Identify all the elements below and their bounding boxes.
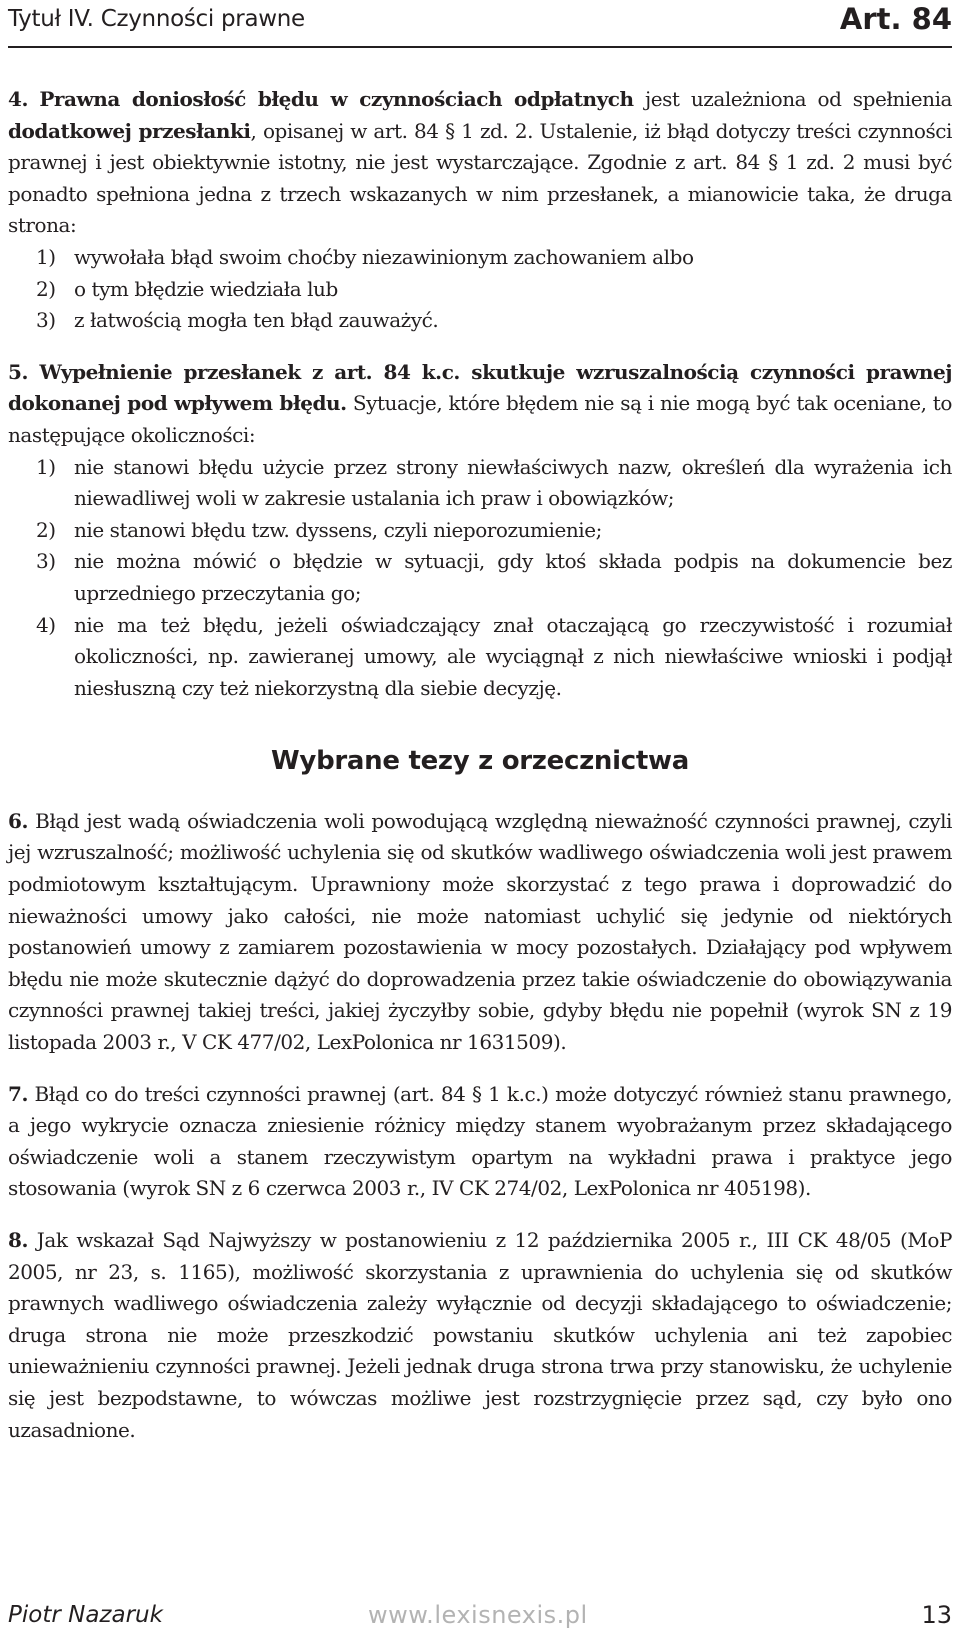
author-name: Piotr Nazaruk (8, 1602, 163, 1628)
list-item: 2) nie stanowi błędu tzw. dyssens, czyli nieporozumienie; (36, 517, 602, 542)
paragraph-4: 4. Prawna doniosłość błędu w czynnościach odpłatnych jest uzależniona od spełnienia dodatkowej przesłanki, opisanej w art. 84 § 1 zd. 2. Ustalenie, iż błąd dotyczy treści czynności prawnej i jest obiektywnie istotny, nie jest wystarczające. Zgodnie z art. 84 § 1 zd. 2 musi być ponadto spełniona jedna z trzech wskazanych w nim przesłanek, a mianowicie taka, że druga strona: (8, 87, 952, 238)
section-heading: Wybrane tezy z orzecznictwa (271, 746, 689, 777)
paragraph-number: 8. (8, 1228, 28, 1252)
list-item: 1) wywołała błąd swoim choćby niezawinionym zachowaniem albo (36, 244, 694, 269)
publisher-website: www.lexisnexis.pl (368, 1601, 588, 1629)
paragraph-5: 5. Wypełnienie przesłanek z art. 84 k.c. skutkuje wzruszalnością czynności prawnej dokonanej pod wpływem błędu. Sytuacje, które błędem nie są i nie mogą być tak oceniane, to następujące okoliczności: (8, 359, 952, 447)
paragraph-8: 8. Jak wskazał Sąd Najwyższy w postanowieniu z 12 października 2005 r., III CK 48/05 (MoP 2005, nr 23, s. 1165), możliwość skorzystania z uprawnienia do uchylenia się od skutków prawnych wadliwego oświadczenia zależy wyłącznie od decyzji składającego to oświadczenie; druga strona nie może przeszkodzić powstaniu skutków uchylenia ani też zapobiec unieważnieniu czynności prawnej. Jeżeli jednak druga strona trwa przy stanowisku, że uchylenie się jest bezpodstawne, to wówczas możliwe jest rozstrzygnięcie przez sąd, czy było ono uzasadnione. (8, 1228, 952, 1442)
page-footer (8, 1600, 952, 1640)
running-header (8, 0, 952, 48)
paragraph-lead: Prawna doniosłość błędu w czynnościach odpłatnych (39, 87, 634, 111)
chapter-title: Tytuł IV. Czynności prawne (8, 6, 305, 32)
list-item: 4) nie ma też błędu, jeżeli oświadczający znał otaczającą go rzeczywistość i rozumiał okoliczności, np. zawieranej umowy, ale wyciągnął z nich niewłaściwe wnioski i podjął niesłuszną czy też niekorzystną dla siebie decyzję. (36, 612, 952, 700)
body-text (8, 84, 952, 1446)
paragraph-lead: 5. Wypełnienie przesłanek z art. 84 k.c. skutkuje wzruszalnością czynności prawnej dokonanej pod wpływem błędu. (8, 359, 952, 416)
article-number: Art. 84 (839, 2, 952, 36)
list-item: 1) nie stanowi błędu użycie przez strony niewłaściwych nazw, określeń dla wyrażenia ich niewadliwej woli w zakresie ustalania ich praw i obowiązków; (36, 454, 952, 511)
paragraph-number: 4. (8, 87, 28, 111)
list-item: 3) nie można mówić o błędzie w sytuacji, gdy ktoś składa podpis na dokumencie bez uprzedniego przeczytania go; (36, 549, 952, 605)
list-item: 3) z łatwością mogła ten błąd zauważyć. (36, 308, 439, 333)
paragraph-6: 6. Błąd jest wadą oświadczenia woli powodującą względną nieważność czynności prawnej, czyli jej wzruszalność; możliwość uchylenia się od skutków wadliwego oświadczenia woli jest prawem podmiotowym kształtującym. Uprawniony może skorzystać z tego prawa i doprowadzić do nieważności umowy jako całości, nie może natomiast uchylić się jedynie od niektórych postanowień umowy z zamiarem pozostawienia w mocy pozostałych. Działający pod wpływem błędu nie może skutecznie dążyć do doprowadzenia przez takie oświadczenie do obowiązywania czynności prawnej takiej treści, jakiej życzyłby sobie, gdyby błędu nie popełnił (wyrok SN z 19 listopada 2003 r., V CK 477/02, LexPolonica nr 1631509). (8, 808, 952, 1055)
list-item: 2) o tym błędzie wiedziała lub (36, 276, 338, 301)
paragraph-number: 7. (8, 1081, 28, 1106)
circumstances-list (8, 452, 952, 705)
conditions-list (8, 242, 952, 337)
paragraph-number: 6. (8, 808, 28, 833)
page-number: 13 (921, 1601, 952, 1629)
paragraph-7: 7. Błąd co do treści czynności prawnej (art. 84 § 1 k.c.) może dotyczyć również stanu prawnego, a jego wykrycie oznacza zniesienie różnicy między stanem wyobrażanym przez składającego oświadczenie woli a stanem rzeczywistym opartym na wykładni prawa i praktyce jego stosowania (wyrok SN z 6 czerwca 2003 r., IV CK 274/02, LexPolonica nr 405198). (8, 1081, 952, 1201)
emphasis: dodatkowej przesłanki (8, 118, 251, 143)
